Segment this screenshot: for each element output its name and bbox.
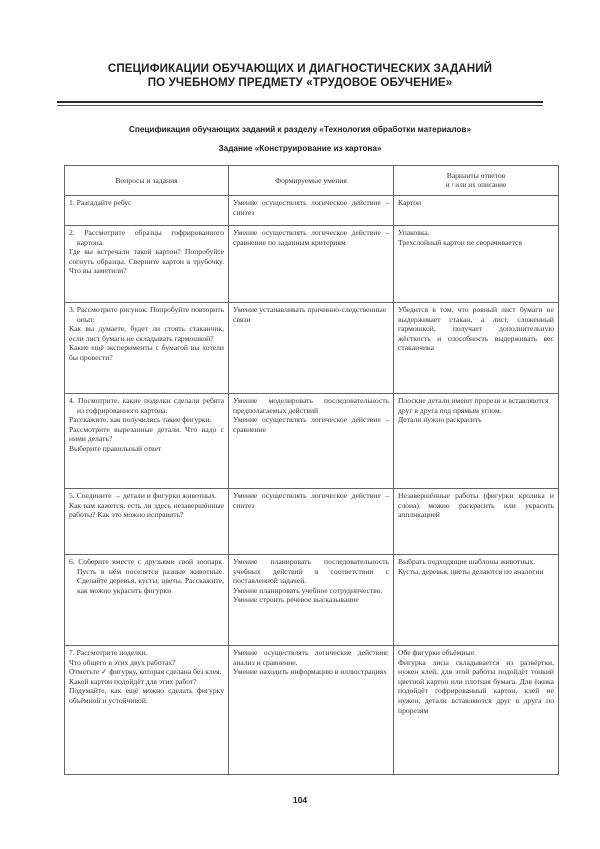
answer-text: Трехслойный картон не сворачивается — [398, 237, 523, 247]
question-text: Где вы встречали такой картон? Попробуйте согнуть образцы. Сверните картон в трубочку. Что вы заметили? — [69, 247, 224, 276]
question-text: 5. Соедините → детали и фигурки животных. — [69, 491, 217, 500]
answers-cell — [394, 555, 559, 646]
section-subtitle: Спецификация обучающих заданий к разделу «Технология обработки материалов» — [128, 125, 472, 134]
questions-cell — [65, 646, 229, 775]
column-header-label: Варианты ответов — [446, 170, 506, 180]
page-title-line-2: ПО УЧЕБНОМУ ПРЕДМЕТУ «ТРУДОВОЕ ОБУЧЕНИЕ» — [147, 76, 453, 89]
skill-text: Умение осуществлять логическое действие – сравнение — [233, 415, 389, 434]
skill-text: Умение находить информацию в иллюстрациях — [233, 667, 387, 677]
answer-text: Убедится в том, что ровный лист бумаги не выдерживает стакан, а лист, сложенный гармошкой, получает дополнительную жёсткость и способность выдерживать вес стаканчика — [398, 305, 554, 353]
skills-cell — [229, 303, 394, 394]
skill-text: Умение осуществлять логическое действие – синтез — [233, 491, 389, 510]
question-text: 1. Разгадайте ребус — [69, 198, 132, 207]
skills-cell — [229, 196, 394, 226]
questions-cell — [65, 555, 229, 646]
skills-cell — [229, 646, 394, 775]
question-text: Как вам кажется, есть ли здесь незавершённые работы? Как это можно исправить? — [69, 500, 224, 520]
column-header-skills — [229, 166, 394, 196]
question-text: 6. Соберите вместе с друзьями свой зоопарк. Пусть в нём поселятся разные животные. Сделайте деревья, кусты, цветы. Расскажите, как можно украсить фигурки — [69, 557, 224, 595]
answers-cell — [394, 226, 559, 303]
questions-cell — [65, 394, 229, 489]
answer-text: Обе фигурки объёмные. — [398, 648, 476, 657]
question-text: Выберите правильный ответ — [69, 443, 162, 453]
answer-text: Фигурка лисы складывается из развёртки, нужен клей, для этой работы подойдёт тонкий цветной картон или плотная бумага. Для ёжика подойдёт гофрированный картон, клей не нужен, детали вставляются друг в друга по прорезям — [398, 657, 554, 715]
skill-text: Умение осуществлять логическое действие – сравнение по заданным критериям — [233, 228, 389, 247]
question-text: Что общего в этих двух работах? — [69, 657, 176, 667]
table-header-row — [65, 166, 559, 196]
column-header-answers — [394, 166, 559, 196]
answer-text: Незавершённые работы (фигурки кролика и слона) можно раскрасить или украсить аппликацией — [398, 491, 554, 520]
answer-text: Упаковка. — [398, 228, 430, 237]
task-title: Задание «Конструирование из картона» — [218, 144, 382, 153]
question-text: 3. Рассмотрите рисунок. Попробуйте повторить опыт. — [69, 305, 224, 324]
questions-cell — [65, 489, 229, 555]
question-text: 2. Рассмотрите образцы гофрированного картона. — [69, 228, 224, 247]
skill-text: Умение строить речевое высказывание — [233, 595, 359, 605]
question-text: Как вы думаете, будет ли стоять стаканчик, если лист бумаги не складывать гармошкой? — [69, 324, 224, 343]
skills-cell — [229, 489, 394, 555]
skill-text: Умение осуществлять логические действия: анализ и сравнение. — [233, 648, 389, 667]
header-rule-thick — [57, 101, 543, 103]
skill-text: Умение планировать учебное сотрудничество. — [233, 585, 383, 595]
column-header-label: Вопросы и задания — [115, 175, 178, 185]
answers-cell — [394, 646, 559, 775]
answers-cell — [394, 489, 559, 555]
skills-cell — [229, 394, 394, 489]
answer-text: Плоские детали имеют прорези и вставляются друг в друга под прямым углом. — [398, 396, 549, 415]
column-header-label: Формируемые умения — [275, 175, 347, 185]
questions-cell — [65, 196, 229, 226]
question-text: Какие ещё эксперименты с бумагой вы хотели бы провести? — [69, 343, 224, 362]
skill-text: Умение осуществлять логическое действие – синтез — [233, 198, 389, 217]
question-text: Какой картон подойдёт для этих работ? — [69, 676, 197, 686]
question-text: Подумайте, как ещё можно сделать фигурку объёмной и устойчивой. — [69, 686, 224, 705]
skills-cell — [229, 226, 394, 303]
answer-text: Детали нужно раскрасить — [398, 415, 482, 425]
page-title — [0, 62, 600, 90]
skills-cell — [229, 555, 394, 646]
page-number: 104 — [292, 795, 308, 805]
table-row — [65, 555, 559, 646]
table-row — [65, 196, 559, 226]
questions-cell — [65, 303, 229, 394]
table-row — [65, 646, 559, 775]
skill-text: Умение моделировать последовательность предполагаемых действий — [233, 396, 389, 415]
column-header-questions — [65, 166, 229, 196]
answer-text: Картон — [398, 198, 422, 207]
answers-cell — [394, 394, 559, 489]
table-row — [65, 226, 559, 303]
column-header-sublabel: и / или их описание — [445, 180, 507, 189]
header-rule-thin — [57, 105, 543, 106]
question-text-with-checkmark-icon: Отметьте ✓ фигурку, которая сделана без клея. — [69, 667, 222, 677]
page-title-line-1: СПЕЦИФИКАЦИИ ОБУЧАЮЩИХ И ДИАГНОСТИЧЕСКИХ ЗАДАНИЙ — [107, 62, 493, 75]
specification-table — [64, 165, 559, 775]
skill-text: Умение планировать последовательность учебных действий в соответствии с поставленной задачей. — [233, 557, 389, 586]
table-row — [65, 394, 559, 489]
skill-text: Умение устанавливать причинно-следственные связи — [233, 305, 387, 324]
table-row — [65, 303, 559, 394]
answers-cell — [394, 303, 559, 394]
answer-text: Выбрать подходящие шаблоны животных. — [398, 557, 536, 566]
question-text: 7. Рассмотрите поделки. — [69, 648, 148, 657]
table-row — [65, 489, 559, 555]
question-text: Рассмотрите вырезанные детали. Что надо с ними делать? — [69, 424, 224, 444]
answers-cell — [394, 196, 559, 226]
question-text: Расскажите, как получились такие фигурки. — [69, 415, 212, 425]
questions-cell — [65, 226, 229, 303]
answer-text: Кусты, деревья, цветы делаются по аналогии — [398, 566, 544, 576]
question-text: 4. Посмотрите, какие поделки сделали ребята из гофрированного картона. — [69, 396, 224, 415]
